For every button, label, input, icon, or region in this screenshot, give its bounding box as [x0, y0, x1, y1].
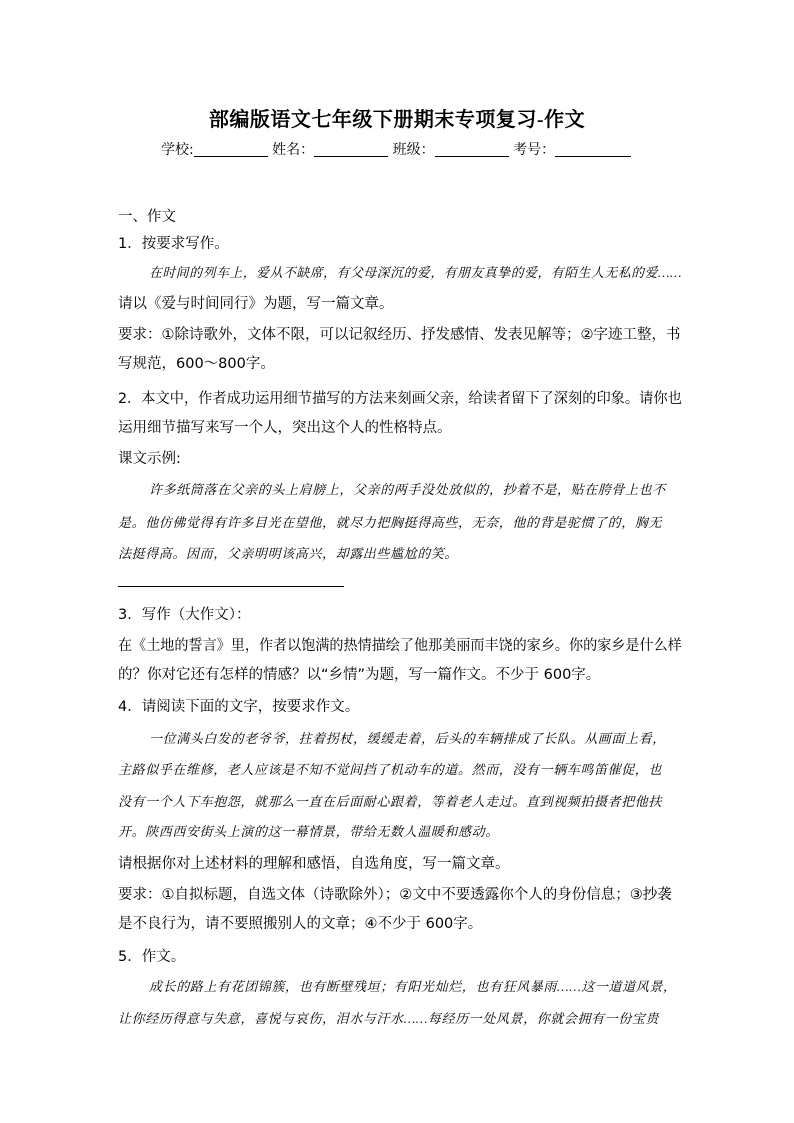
q4-passage-line-1: 一位满头白发的老爷爷，拄着拐杖，缓缓走着，后头的车辆排成了长队。从画面上看，	[149, 731, 666, 746]
name-label: 姓名：	[272, 142, 315, 158]
q4-passage-line-3: 没有一个人下车抱怨，就那么一直在后面耐心跟着，等着老人走过。直到视频拍摄者把他扶	[118, 794, 663, 809]
q1-requirement-1: 要求：①除诗歌外，文体不限，可以记叙经历、抒发感情、发表见解等；②字迹工整，书	[118, 327, 681, 343]
q4-passage-line-2: 主路似乎在维修，老人应该是不知不觉间挡了机动车的道。然而，没有一辆车鸣笛催促，也	[118, 762, 663, 777]
number-label: 考号：	[513, 142, 556, 158]
q1-heading: 1．按要求写作。	[118, 236, 229, 252]
q2-example-label: 课文示例:	[118, 451, 181, 467]
school-blank[interactable]	[194, 142, 268, 157]
class-label: 班级：	[392, 142, 435, 158]
q4-heading: 4．请阅读下面的文字，按要求作文。	[118, 699, 360, 715]
q2-prompt-2: 运用细节描写来写一个人，突出这个人的性格特点。	[118, 420, 452, 436]
q3-prompt-2: 的？你对它还有怎样的情感？以“乡情”为题，写一篇作文。不少于 600字。	[118, 667, 601, 683]
q5-passage-line-2: 让你经历得意与失意，喜悦与哀伤，泪水与汗水……每经历一处风景，你就会拥有一份宝贵	[118, 1011, 660, 1026]
class-blank[interactable]	[435, 142, 509, 157]
q2-example-line-3: 法挺得高。因而，父亲明明该高兴，却露出些尴尬的笑。	[118, 546, 459, 561]
number-blank[interactable]	[555, 142, 631, 157]
q2-example-line-2: 是。他仿佛觉得有许多目光在望他，就尽力把胸挺得高些，无奈，他的背是驼惯了的，胸无	[118, 515, 663, 530]
q5-passage-line-1: 成长的路上有花团锦簇，也有断壁残垣；有阳光灿烂，也有狂风暴雨……这一道道风景，	[149, 979, 677, 994]
q3-heading: 3．写作（大作文）：	[118, 607, 251, 623]
q4-requirement-2: 是不良行为，请不要照搬别人的文章；④不少于 600字。	[118, 916, 483, 932]
document-title: 部编版语文七年级下册期末专项复习-作文	[208, 109, 586, 131]
q4-passage-line-4: 开。陕西西安街头上演的这一幕情景，带给无数人温暖和感动。	[118, 824, 499, 839]
q3-prompt-1: 在《土地的誓言》里，作者以饱满的热情描绘了他那美丽而丰饶的家乡。你的家乡是什么样	[118, 638, 682, 654]
q4-requirement-1: 要求：①自拟标题，自选文体（诗歌除外）；②文中不要透露你个人的身份信息；③抄袭	[118, 887, 672, 903]
student-info-row	[161, 139, 631, 159]
q5-heading: 5．作文。	[118, 949, 186, 965]
q4-task: 请根据你对上述材料的理解和感悟，自选角度，写一篇文章。	[118, 856, 510, 872]
section-heading: 一、作文	[118, 209, 176, 225]
q1-task: 请以《爱与时间同行》为题，写一篇文章。	[118, 296, 394, 312]
name-blank[interactable]	[314, 142, 388, 157]
school-label: 学校:	[161, 142, 194, 158]
divider-line	[118, 586, 344, 587]
q2-prompt-1: 2．本文中，作者成功运用细节描写的方法来刻画父亲，给读者留下了深刻的印象。请你也	[118, 391, 682, 407]
q1-requirement-2: 写规范，600～800字。	[118, 356, 275, 372]
q2-example-line-1: 许多纸筒落在父亲的头上肩膀上，父亲的两手没处放似的，抄着不是，贴在胯骨上也不	[149, 482, 666, 497]
q1-quote: 在时间的列车上，爱从不缺席，有父母深沉的爱，有朋友真挚的爱，有陌生人无私的爱……	[149, 265, 683, 280]
